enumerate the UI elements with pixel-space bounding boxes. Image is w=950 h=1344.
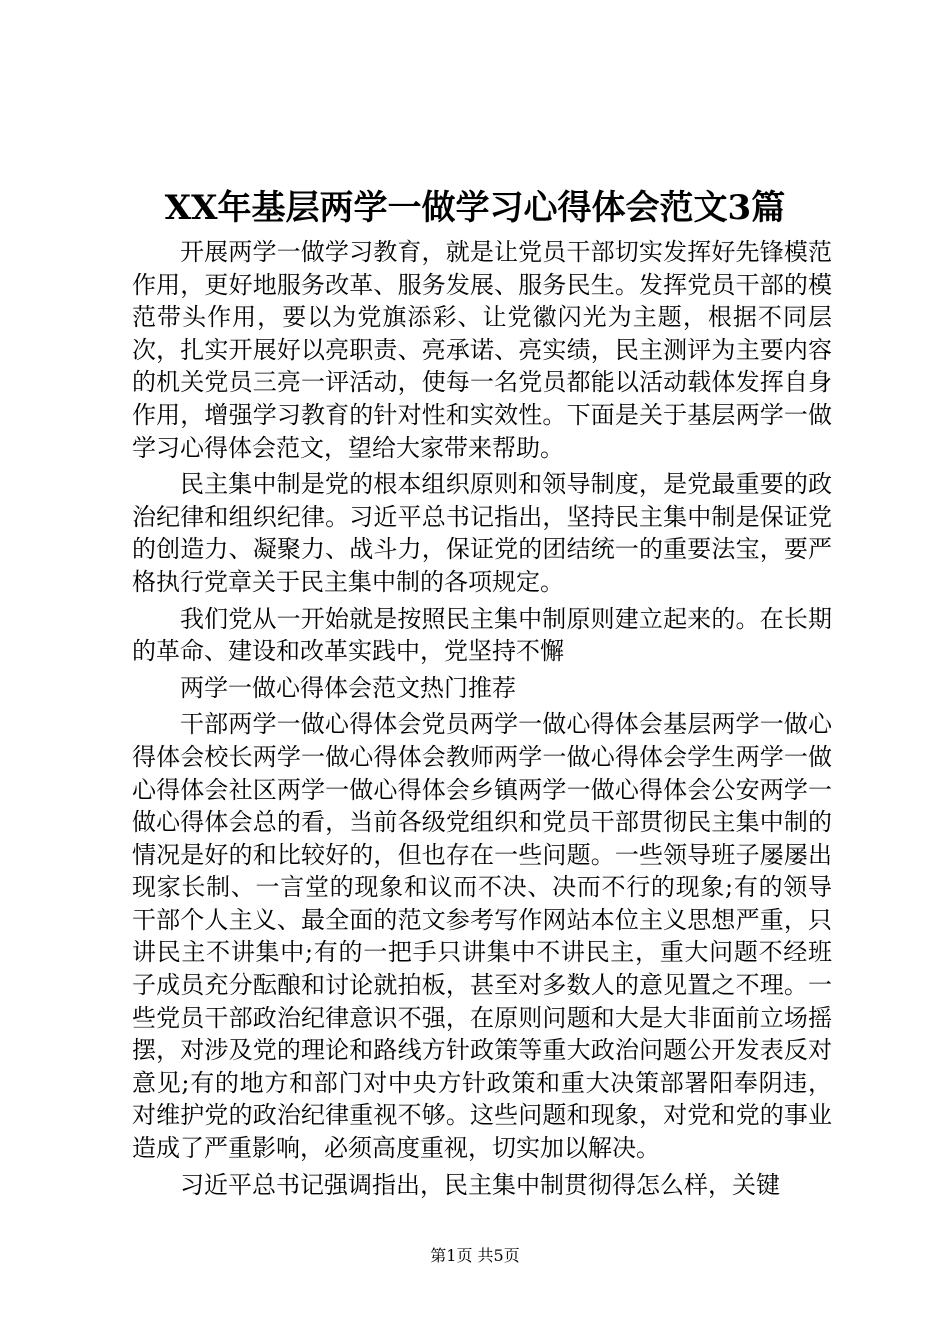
paragraph: 干部两学一做心得体会党员两学一做心得体会基层两学一做心得体会校长两学一做心得体会教师两学一做心得体会学生两学一做心得体会社区两学一做心得体会乡镇两学一做心得体会公安两学一做心得体会总的看，当前各级党组织和党员干部贯彻民主集中制的情况是好的和比较好的，但也存在一些问题。一些领导班子屡屡出现家长制、一言堂的现象和议而不决、决而不行的现象;有的领导干部个人主义、最全面的范文参考写作网站本位主义思想严重，只讲民主不讲集中;有的一把手只讲集中不讲民主，重大问题不经班子成员充分酝酿和讨论就拍板，甚至对多数人的意见置之不理。一些党员干部政治纪律意识不强，在原则问题和大是大非面前立场摇摆，对涉及党的理论和路线方针政策等重大政治问题公开发表反对意见;有的地方和部门对中央方针政策和重大决策部署阳奉阴违，对维护党的政治纪律重视不够。这些问题和现象，对党和党的事业造成了严重影响，必须高度重视，切实加以解决。	[132, 710, 832, 1163]
paragraph: 我们党从一开始就是按照民主集中制原则建立起来的。在长期的革命、建设和改革实践中，党坚持不懈	[132, 604, 832, 666]
page-footer: 第1页 共5页	[430, 1246, 520, 1265]
document-title: XX年基层两学一做学习心得体会范文3篇	[164, 188, 786, 228]
paragraph-recommendation-heading: 两学一做心得体会范文热门推荐	[180, 673, 516, 702]
paragraph: 开展两学一做学习教育，就是让党员干部切实发挥好先锋模范作用，更好地服务改革、服务发展、服务民生。发挥党员干部的模范带头作用，要以为党旗添彩、让党徽闪光为主题，根据不同层次，扎实开展好以亮职责、亮承诺、亮实绩，民主测评为主要内容的机关党员三亮一评活动，使每一名党员都能以活动载体发挥自身作用，增强学习教育的针对性和实效性。下面是关于基层两学一做学习心得体会范文，望给大家带来帮助。	[132, 238, 832, 462]
document-body	[132, 236, 832, 1205]
paragraph: 习近平总书记强调指出，民主集中制贯彻得怎么样，关键	[180, 1170, 780, 1199]
paragraph: 民主集中制是党的根本组织原则和领导制度，是党最重要的政治纪律和组织纪律。习近平总书记指出，坚持民主集中制是保证党的创造力、凝聚力、战斗力，保证党的团结统一的重要法宝，要严格执行党章关于民主集中制的各项规定。	[132, 470, 832, 596]
